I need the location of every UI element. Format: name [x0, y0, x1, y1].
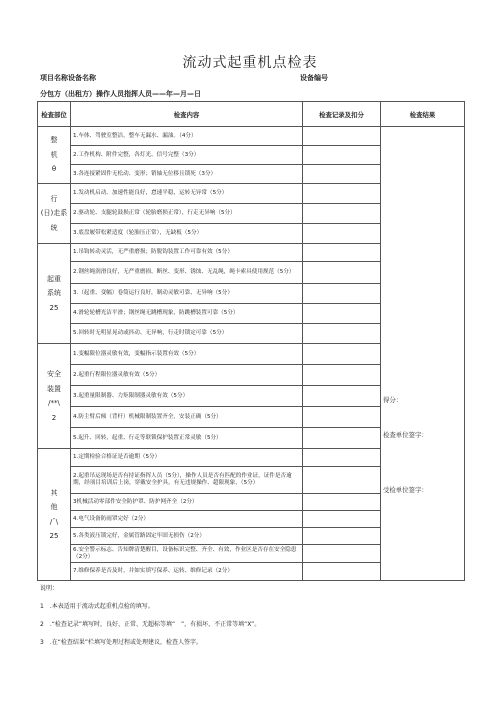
- record-cell[interactable]: [303, 386, 381, 407]
- header-record: 检查记录及扣分: [303, 102, 381, 127]
- part-label: θ: [51, 165, 57, 174]
- record-cell[interactable]: [303, 244, 381, 262]
- record-cell[interactable]: [303, 494, 381, 511]
- part-cell: [38, 344, 71, 449]
- table-row: [38, 127, 465, 146]
- accept-label: 受检单位签字：: [383, 486, 428, 494]
- part-cell: [38, 127, 71, 184]
- record-cell[interactable]: [303, 467, 381, 494]
- record-cell[interactable]: [303, 449, 381, 467]
- check-item: 5.起升、回转，起重、行走等联锁保护装置正常灵敏（5分）: [71, 428, 303, 449]
- record-cell[interactable]: [303, 428, 381, 449]
- check-item: 2.起重吊运现场是否有持证指挥人员（5分），操作人员是否有匹配的作业证，证件是否逾期，经项目培训后上岗，穿戴安全护具，有无违规操作、超限现象，（5分）: [71, 467, 303, 494]
- check-item: 6.安全警示标志、告知牌清楚醒目，设备标识完整、齐全、有效，作业区是否存在安全隐患（2分）: [71, 545, 303, 563]
- check-item: 2.工作机构、附件完整，各灯光、信号完整（3分）: [71, 146, 303, 165]
- check-item: 4.滑轮轮槽光洁平滑；钢丝绳无跳槽现象，防跳槽装置可靠（5分）: [71, 304, 303, 324]
- check-item: 2.驱动轮、支腿轮鼓损正常（轮胎磨损正常），行走无异响（5分）: [71, 204, 303, 224]
- inspector-label: 检查单位签字：: [383, 431, 428, 439]
- header-content: 检查内容: [71, 102, 303, 127]
- part-label: 安全: [47, 370, 61, 378]
- part-label: 2: [51, 413, 57, 422]
- notes: [40, 580, 260, 652]
- part-label: 装置: [47, 384, 61, 393]
- check-item: 5.各类液压锁完好，金属管路固定牢固无损伤（2分）: [71, 528, 303, 545]
- notes-title: 说明：: [40, 585, 59, 592]
- note-item: 3 .在“检查结果”栏填写处理过程或处理建议，检查人签字。: [40, 639, 202, 646]
- record-cell[interactable]: [303, 511, 381, 528]
- check-item: 1.吊钩转动灵活，无严重磨损；防脱钩装置工作可靠有效（5分）: [71, 244, 303, 262]
- record-cell[interactable]: [303, 304, 381, 324]
- record-cell[interactable]: [303, 407, 381, 428]
- page-title: 流动式起重机点检表: [182, 55, 318, 71]
- check-item: 1.变幅限位器灵敏有效，变幅指示装置有效（5分）: [71, 344, 303, 365]
- part-label: 整: [50, 136, 58, 145]
- check-item: 2.起重行程限位器灵敏有效（5分）: [71, 365, 303, 386]
- record-cell[interactable]: [303, 127, 381, 146]
- record-cell[interactable]: [303, 365, 381, 386]
- part-label: 起重: [47, 274, 61, 283]
- check-item: 4.电气设备防雨罩完好（2分）: [71, 511, 303, 528]
- record-cell[interactable]: [303, 545, 381, 563]
- record-cell[interactable]: [303, 165, 381, 184]
- score-label: 得分：: [383, 396, 403, 404]
- personnel-date-line: 分包方（出租方）操作人员指挥人员——年—月—日: [40, 90, 201, 98]
- record-cell[interactable]: [303, 324, 381, 344]
- part-label: 25: [49, 532, 59, 540]
- part-label: 他: [50, 503, 58, 511]
- part-label: 统: [50, 223, 58, 232]
- part-cell: [38, 449, 71, 581]
- part-cell: [38, 184, 71, 244]
- check-item: 1.发动机启动、加速性能良好，怠速平稳，运转无异常（5分）: [71, 184, 303, 204]
- record-cell[interactable]: [303, 563, 381, 581]
- check-item: 7.维修保养是否及时，并如实填写保养、运转、维修记录（2分）: [71, 563, 303, 581]
- inspection-table: [37, 101, 465, 581]
- check-item: 3.（起重、变幅）卷筒运行良好，制动灵敏可靠、无异响（5分）: [71, 284, 303, 304]
- record-cell[interactable]: [303, 224, 381, 244]
- part-label: (日)走系: [40, 209, 68, 218]
- record-cell[interactable]: [303, 284, 381, 304]
- part-label: /**\: [48, 399, 60, 407]
- part-label: 机: [50, 150, 58, 159]
- note-item: 2 .“检查记录”填写时，良好、正常、无超标等填“ ”，有损坏、不正常等填“X”。: [40, 621, 261, 628]
- check-item: 3.各连接紧固件无松动、变形；销轴无位移且锁死（3分）: [71, 165, 303, 184]
- record-cell[interactable]: [303, 184, 381, 204]
- equipment-number-label: 设备编号: [300, 74, 328, 82]
- record-cell[interactable]: [303, 262, 381, 284]
- note-item: 1 .本表适用于流动式起重机点检的填写。: [40, 603, 154, 610]
- record-cell[interactable]: [303, 528, 381, 545]
- project-equipment-label: 项目名称设备名称: [40, 74, 96, 82]
- part-cell: [38, 244, 71, 344]
- record-cell[interactable]: [303, 146, 381, 165]
- check-item: 1.定期检验合格证是否逾期（5分）: [71, 449, 303, 467]
- part-label: 其: [50, 488, 58, 497]
- check-item: 5.回转时无明显晃动或抖动、无异响，行走时锁定可靠（5分）: [71, 324, 303, 344]
- header-result: 检查结果: [381, 102, 465, 127]
- part-label: 系统: [47, 289, 61, 298]
- table-header-row: [38, 102, 465, 127]
- part-label: /ˉ\: [49, 517, 59, 526]
- check-item: 3.起重量限制器、力矩限制器灵敏有效（5分）: [71, 386, 303, 407]
- record-cell[interactable]: [303, 344, 381, 365]
- result-cell[interactable]: [381, 127, 465, 581]
- record-cell[interactable]: [303, 204, 381, 224]
- part-label: 行: [50, 194, 58, 203]
- check-item: 2.钢丝绳润滑良好，无严重磨损、断丝、变形、锈蚀、无乱绳，绳卡索具使用规范（5分）: [71, 262, 303, 284]
- check-item: 3.底盘履带松紧适度（轮胎压正常），无缺板（5分）: [71, 224, 303, 244]
- header-part: 检查部位: [38, 102, 71, 127]
- part-label: 25: [49, 303, 59, 312]
- check-item: 4.防主臂后倾（背杆）机械限制装置齐全，安装正确（5分）: [71, 407, 303, 428]
- check-item: 3机械活动零部件安全防护罩、防护网齐全（2分）: [71, 494, 303, 511]
- check-item: 1.车体、驾驶室整洁，整车无漏水、漏油。（4分）: [71, 127, 303, 146]
